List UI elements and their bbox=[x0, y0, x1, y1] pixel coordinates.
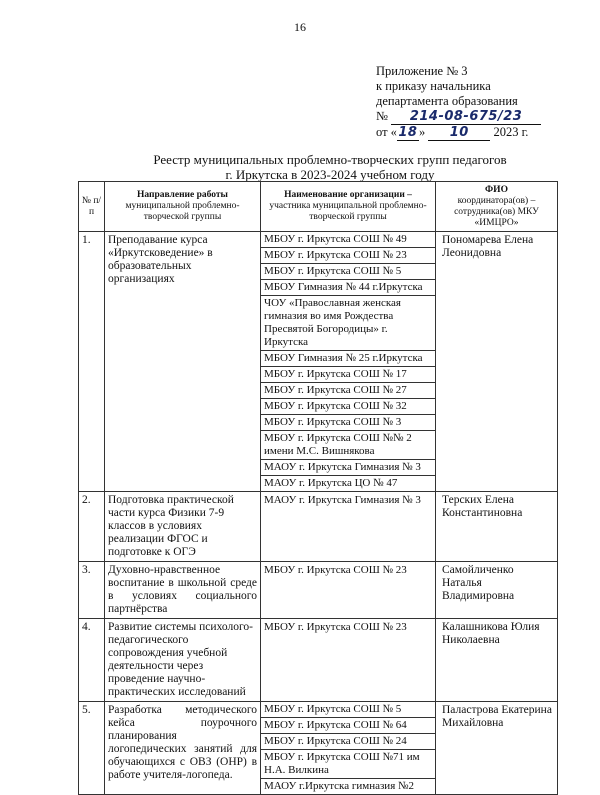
header-num: № п/п bbox=[79, 182, 105, 232]
row-coordinator: Пономарева Елена Леонидовна bbox=[436, 232, 558, 492]
organization-item: МАОУ г. Иркутска Гимназия № 3 bbox=[261, 460, 435, 476]
organization-item: МБОУ г. Иркутска СОШ № 5 bbox=[261, 264, 435, 280]
date-day: 18 bbox=[398, 125, 418, 140]
row-coordinator: Паластрова Екатерина Михайловна bbox=[436, 702, 558, 795]
organization-item: МБОУ г. Иркутска СОШ № 17 bbox=[261, 367, 435, 383]
title-line-2: г. Иркутска в 2023-2024 учебном году bbox=[225, 167, 435, 182]
header-coord-bold: ФИО bbox=[485, 184, 508, 195]
row-direction: Преподавание курса «Иркутсковедение» в образовательных организациях bbox=[105, 232, 261, 492]
header-org-rest: участника муниципальной проблемно-творческой группы bbox=[269, 201, 427, 222]
row-coordinator: Самойличенко Наталья Владимировна bbox=[436, 562, 558, 619]
title-line-1: Реестр муниципальных проблемно-творческих групп педагогов bbox=[153, 152, 507, 167]
page-number: 16 bbox=[294, 20, 306, 34]
organization-item: ЧОУ «Православная женская гимназия во имя Рождества Пресвятой Богородицы» г. Иркутска bbox=[261, 296, 435, 351]
annex-line-2: к приказу начальника bbox=[376, 79, 491, 93]
date-month: 10 bbox=[428, 125, 490, 141]
row-number: 3. bbox=[79, 562, 105, 619]
row-organizations bbox=[261, 232, 436, 492]
header-coord-rest: координатора(ов) – сотрудника(ов) МКУ «ИМЦРО» bbox=[454, 195, 539, 228]
organization-item: МБОУ г. Иркутска СОШ № 32 bbox=[261, 399, 435, 415]
row-organizations: МБОУ г. Иркутска СОШ № 23 bbox=[261, 619, 436, 702]
header-organization bbox=[261, 182, 436, 232]
row-organizations: МАОУ г. Иркутска Гимназия № 3 bbox=[261, 492, 436, 562]
organization-item: МБОУ г. Иркутска СОШ № 24 bbox=[261, 734, 435, 750]
row-direction: Развитие системы психолого-педагогического сопровождения учебной деятельности через проведение научно-практических исследований bbox=[105, 619, 261, 702]
organization-item: МБОУ г. Иркутска СОШ №71 им Н.А. Вилкина bbox=[261, 750, 435, 779]
row-number: 2. bbox=[79, 492, 105, 562]
date-mid: » bbox=[418, 125, 426, 139]
table-row bbox=[79, 232, 558, 492]
organization-item: МБОУ г. Иркутска СОШ № 49 bbox=[261, 232, 435, 248]
row-direction: Духовно-нравственное воспитание в школьной среде в условиях социального партнёрства bbox=[105, 562, 261, 619]
organization-item: МБОУ г. Иркутска СОШ №№ 2 имени М.С. Вишнякова bbox=[261, 431, 435, 460]
header-direction-rest: муниципальной проблемно-творческой группы bbox=[125, 201, 240, 222]
annex-line-1: Приложение № 3 bbox=[376, 64, 468, 78]
header-org-bold: Наименование организации – bbox=[284, 190, 412, 200]
organization-item: МБОУ г. Иркутска СОШ № 64 bbox=[261, 718, 435, 734]
table-row bbox=[79, 619, 558, 702]
row-coordinator: Терских Елена Константиновна bbox=[436, 492, 558, 562]
date-prefix: от « bbox=[376, 125, 397, 139]
row-coordinator: Калашникова Юлия Николаевна bbox=[436, 619, 558, 702]
table-row bbox=[79, 562, 558, 619]
header-coordinator bbox=[436, 182, 558, 232]
order-date-line bbox=[376, 125, 586, 141]
organization-item: МАОУ г. Иркутска ЦО № 47 bbox=[264, 477, 398, 489]
organization-item: МБОУ Гимназия № 44 г.Иркутска bbox=[261, 280, 435, 296]
order-number-label: № bbox=[376, 109, 388, 123]
header-direction-bold: Направление работы bbox=[137, 190, 228, 200]
order-number-line bbox=[376, 109, 586, 125]
annex-block bbox=[376, 64, 586, 141]
organization-item: МБОУ г. Иркутска СОШ № 3 bbox=[261, 415, 435, 431]
row-organizations bbox=[261, 702, 436, 795]
row-direction: Подготовка практической части курса Физики 7-9 классов в условиях реализации ФГОС и подготовке к ОГЭ bbox=[105, 492, 261, 562]
table-row bbox=[79, 492, 558, 562]
row-number: 5. bbox=[79, 702, 105, 795]
document-title bbox=[110, 152, 550, 182]
row-organizations: МБОУ г. Иркутска СОШ № 23 bbox=[261, 562, 436, 619]
row-number: 1. bbox=[79, 232, 105, 492]
date-year: 2023 г. bbox=[493, 125, 529, 139]
annex-line-3: департамента образования bbox=[376, 94, 518, 108]
table-header-row bbox=[79, 182, 558, 232]
organization-item: МБОУ Гимназия № 25 г.Иркутска bbox=[261, 351, 435, 367]
table-row bbox=[79, 702, 558, 795]
row-number: 4. bbox=[79, 619, 105, 702]
order-number: 214-08-675/23 bbox=[391, 109, 541, 125]
organization-item: МАОУ г.Иркутска гимназия №2 bbox=[264, 780, 414, 792]
row-direction: Разработка методического кейса поурочного планирования логопедических занятий для обучающихся с ОВЗ (ОНР) в работе учителя-логопеда. bbox=[105, 702, 261, 795]
registry-table bbox=[78, 181, 558, 795]
organization-item: МБОУ г. Иркутска СОШ № 27 bbox=[261, 383, 435, 399]
header-direction bbox=[105, 182, 261, 232]
organization-item: МБОУ г. Иркутска СОШ № 5 bbox=[261, 702, 435, 718]
organization-item: МБОУ г. Иркутска СОШ № 23 bbox=[261, 248, 435, 264]
